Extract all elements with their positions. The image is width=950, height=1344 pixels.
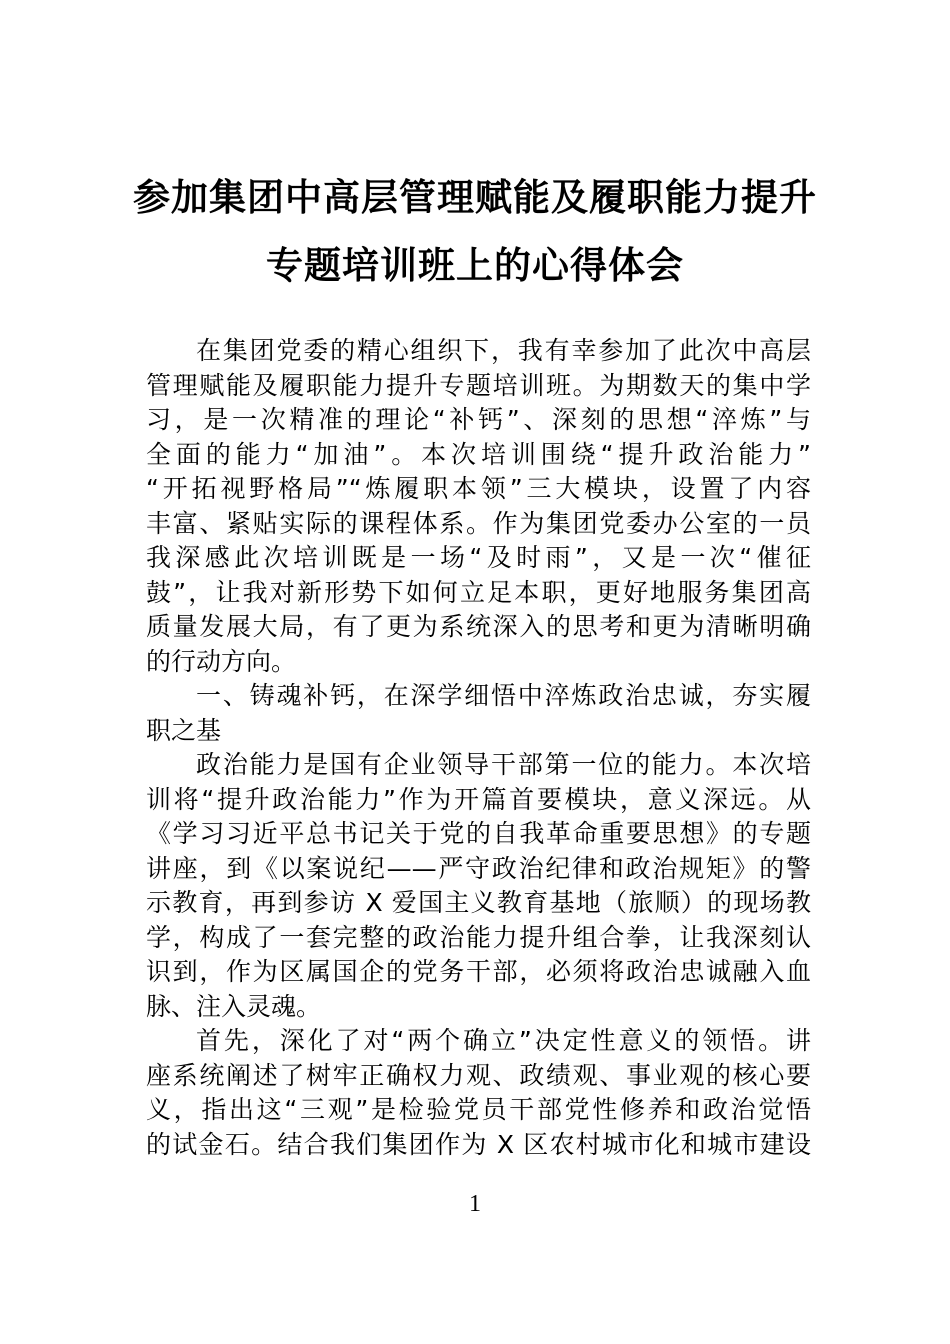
- body-line: 脉、注入灵魂。: [146, 991, 322, 1021]
- body-line: 质量发展大局，有了更为系统深入的思考和更为清晰明确: [146, 612, 811, 641]
- body-line: 训将“提升政治能力”作为开篇首要模块，意义深远。从: [146, 784, 811, 814]
- body-line: 习，是一次精准的理论“补钙”、深刻的思想“淬炼”与: [146, 405, 811, 434]
- body-line: 在集团党委的精心组织下，我有幸参加了此次中高层: [196, 336, 811, 365]
- body-line: 的行动方向。: [146, 646, 297, 676]
- body-line: 政治能力是国有企业领导干部第一位的能力。本次培: [196, 750, 811, 779]
- section-heading-line: 一、铸魂补钙，在深学细悟中淬炼政治忠诚，夯实履: [196, 681, 811, 710]
- document-title-line-1: 参加集团中高层管理赋能及履职能力提升: [133, 176, 817, 219]
- body-line: 义，指出这“三观”是检验党员干部党性修养和政治觉悟: [146, 1095, 811, 1124]
- body-line: 管理赋能及履职能力提升专题培训班。为期数天的集中学: [146, 370, 811, 400]
- document-body: [146, 334, 811, 1162]
- body-line: 识到，作为区属国企的党务干部，必须将政治忠诚融入血: [146, 957, 811, 986]
- body-line: 示教育，再到参访 X 爱国主义教育基地（旅顺）的现场教: [146, 888, 811, 917]
- body-line: 的试金石。结合我们集团作为 X 区农村城市化和城市建设: [146, 1129, 811, 1159]
- body-line: 讲座，到《以案说纪——严守政治纪律和政治规矩》的警: [146, 853, 811, 883]
- body-line: 我深感此次培训既是一场“及时雨”，又是一次“催征: [146, 543, 811, 572]
- body-line: 全面的能力“加油”。本次培训围绕“提升政治能力”: [146, 439, 811, 469]
- body-line: 座系统阐述了树牢正确权力观、政绩观、事业观的核心要: [146, 1060, 811, 1090]
- section-heading-line: 职之基: [146, 715, 222, 745]
- body-line: 丰富、紧贴实际的课程体系。作为集团党委办公室的一员: [146, 508, 811, 538]
- document-title-line-2: 专题培训班上的心得体会: [266, 244, 684, 287]
- body-line: 《学习习近平总书记关于党的自我革命重要思想》的专题: [146, 819, 811, 848]
- page-number: 1: [469, 1191, 481, 1217]
- body-line: “开拓视野格局”“炼履职本领”三大模块，设置了内容: [146, 474, 811, 503]
- body-line: 学，构成了一套完整的政治能力提升组合拳，让我深刻认: [146, 922, 811, 952]
- body-line: 首先，深化了对“两个确立”决定性意义的领悟。讲: [196, 1026, 811, 1055]
- body-line: 鼓”，让我对新形势下如何立足本职，更好地服务集团高: [146, 577, 811, 607]
